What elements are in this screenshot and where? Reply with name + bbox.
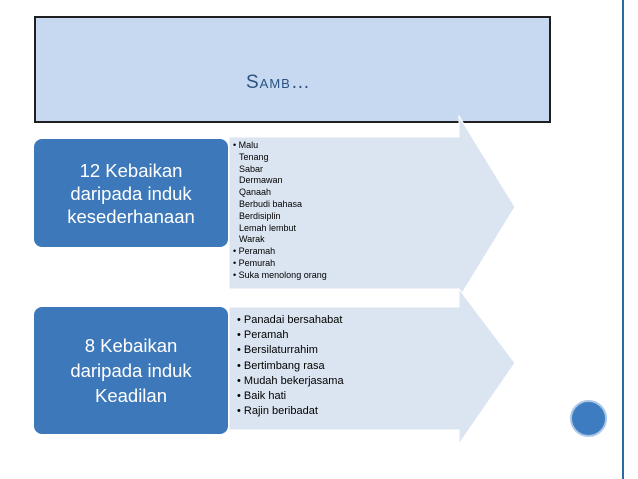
heading2-line1: 8 Kebaikan — [84, 335, 178, 356]
list-item: Berbudi bahasa — [239, 198, 303, 209]
list-item: Warak — [239, 234, 265, 245]
slide-title: Samb… — [246, 72, 311, 93]
list-item: • Mudah bekerjasama — [237, 374, 344, 387]
list-kesederhanaan — [233, 140, 327, 282]
list-item: Qanaah — [239, 187, 272, 198]
heading2-line3: Keadilan — [94, 385, 167, 406]
heading1-line3: kesederhanaan — [67, 205, 195, 227]
heading-box-keadilan — [33, 306, 229, 435]
list-item: • Baik hati — [237, 390, 287, 403]
heading1-line2: daripada induk — [70, 182, 192, 204]
list-item: • Panadai bersahabat — [237, 314, 343, 326]
list-item: • Bertimbang rasa — [237, 359, 325, 372]
list-item: • Bersilaturrahim — [237, 344, 318, 357]
heading2-line2: daripada induk — [70, 360, 192, 381]
list-item: • Peramah — [233, 246, 276, 257]
heading-box-kesederhanaan — [33, 138, 229, 248]
heading1-line1: 12 Kebaikan — [79, 159, 183, 181]
list-item: Lemah lembut — [239, 222, 297, 233]
list-item: Sabar — [239, 163, 264, 174]
list-item: • Rajin beribadat — [237, 405, 318, 418]
list-item: • Peramah — [237, 329, 289, 342]
list-item: • Suka menolong orang — [233, 269, 327, 280]
list-keadilan — [237, 313, 344, 419]
list-item: Dermawan — [239, 175, 283, 186]
list-item: Tenang — [239, 151, 269, 162]
list-item: • Malu — [233, 140, 259, 150]
decorative-circle — [570, 400, 607, 437]
list-item: Berdisiplin — [239, 210, 281, 221]
list-item: • Pemurah — [233, 257, 276, 268]
